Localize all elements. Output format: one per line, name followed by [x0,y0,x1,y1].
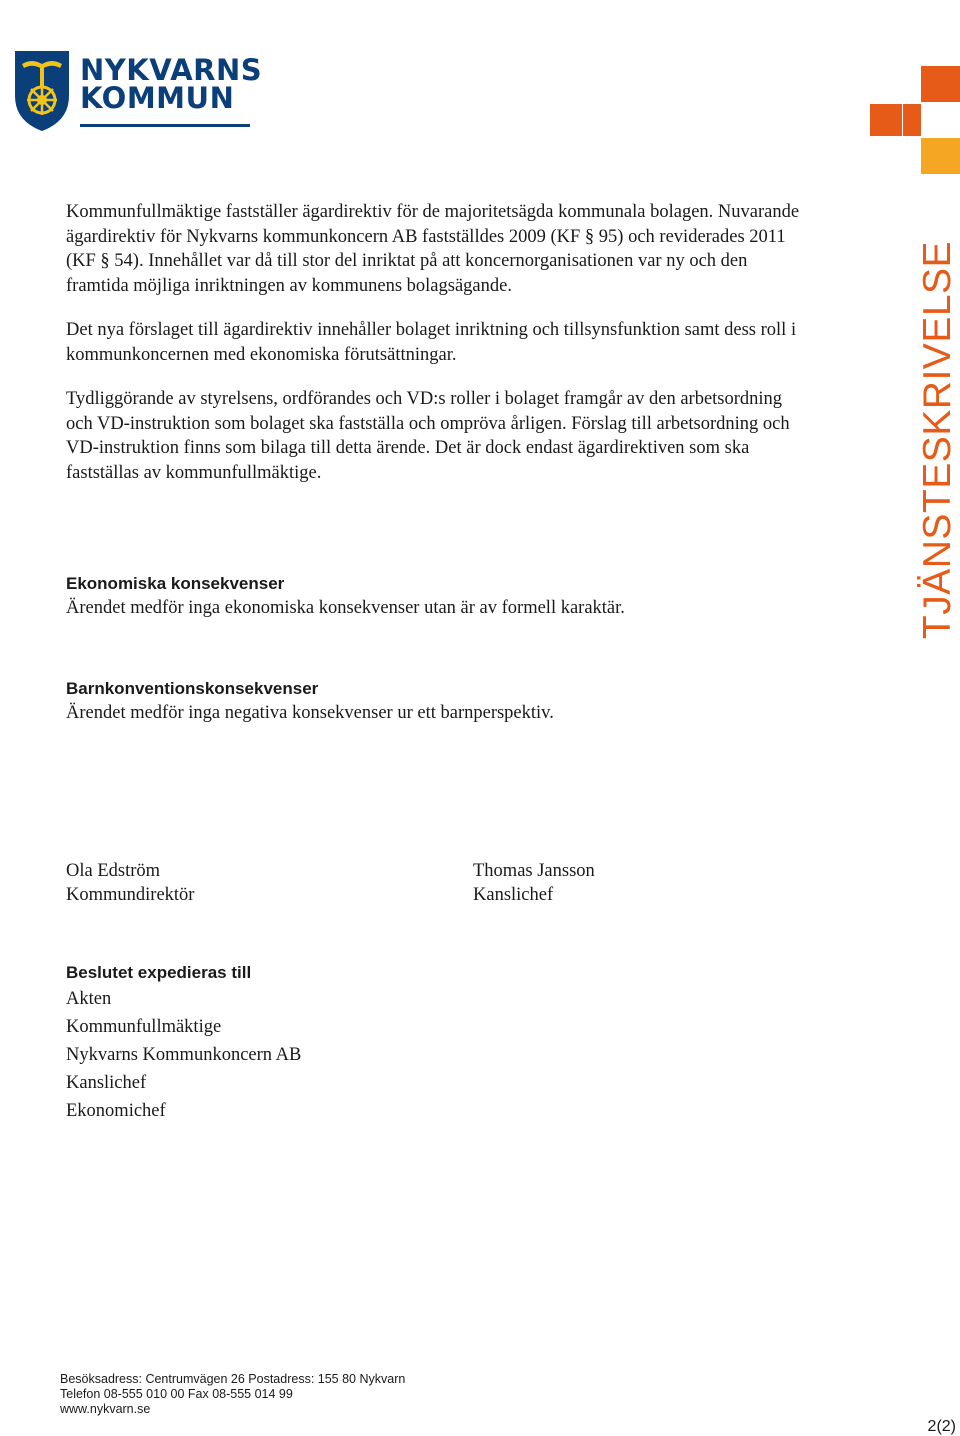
signature-block [66,859,194,907]
economic-heading: Ekonomiska konsekvenser [66,574,285,593]
logo-line-1: NYKVARNS [80,53,263,87]
signature-title: Kanslichef [473,885,554,905]
signature-title: Kommundirektör [66,885,195,905]
document-body [66,200,806,505]
municipality-logo [14,50,263,135]
page-footer [60,1372,405,1417]
footer-phone: Telefon 08-555 010 00 Fax 08-555 014 99 [60,1387,293,1401]
economic-text: Ärendet medför inga ekonomiska konsekvenser utan är av formell karaktär. [66,598,625,618]
decorative-squares-icon [870,66,960,174]
distribution-section [66,961,301,1125]
document-type-title: TJÄNSTESKRIVELSE [916,240,959,640]
page-number: 2(2) [927,1418,956,1435]
list-item: Kanslichef [66,1073,147,1093]
body-paragraph: Tydliggörande av styrelsens, ordförandes och VD:s roller i bolaget framgår av den arbetsordning och VD-instruktion som bolaget ska fastställa och ompröva årligen. Förslag till arbetsordning och VD-instruktion finns som bilaga till detta ärende. Det är dock endast ägardirektiven som ska fastställas av kommunfullmäktige. [66,389,790,483]
body-paragraph: Kommunfullmäktige fastställer ägardirektiv för de majoritetsägda kommunala bolagen. Nuvarande ägardirektiv för Nykvarns kommunkoncern AB fastställdes 2009 (KF § 95) och reviderades 2011 (KF § 54). Innehållet var då till stor del inriktat på att koncernorganisationen var ny och den framtida möjliga inriktningen av kommunens bolagsägande. [66,202,800,296]
signature-name: Thomas Jansson [473,861,595,881]
list-item: Akten [66,989,112,1009]
coat-of-arms-icon [14,50,70,132]
list-item: Kommunfullmäktige [66,1017,222,1037]
list-item: Ekonomichef [66,1101,166,1121]
signature-block [473,859,595,907]
child-section [66,677,806,725]
logo-line-2: KOMMUN [80,81,235,115]
signature-name: Ola Edström [66,861,161,881]
footer-website: www.nykvarn.se [60,1402,151,1416]
footer-address: Besöksadress: Centrumvägen 26 Postadress: 155 80 Nykvarn [60,1372,406,1386]
child-heading: Barnkonventionskonsekvenser [66,679,319,698]
distribution-heading: Beslutet expedieras till [66,963,252,982]
child-text: Ärendet medför inga negativa konsekvenser ur ett barnperspektiv. [66,703,554,723]
economic-section [66,572,806,620]
logo-underline [80,124,250,127]
logo-wordmark [80,53,263,115]
list-item: Nykvarns Kommunkoncern AB [66,1045,302,1065]
body-paragraph: Det nya förslaget till ägardirektiv innehåller bolaget inriktning och tillsynsfunktion samt dess roll i kommunkoncernen med ekonomiska förutsättningar. [66,320,797,365]
